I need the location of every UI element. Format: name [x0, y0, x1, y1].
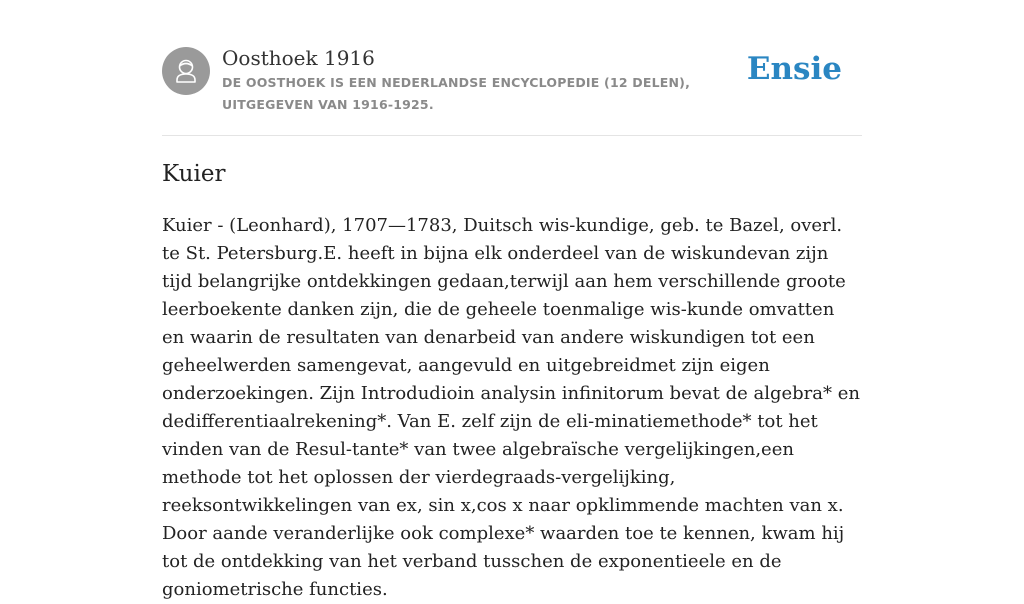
entry-title: Kuier — [162, 161, 226, 187]
page — [162, 0, 862, 600]
user-silhouette-icon — [162, 47, 210, 95]
header-divider — [162, 135, 862, 136]
source-header — [162, 46, 862, 116]
source-avatar[interactable] — [162, 47, 210, 95]
source-description: DE OOSTHOEK IS EEN NEDERLANDSE ENCYCLOPEDIE (12 DELEN), UITGEGEVEN VAN 1916-1925. — [222, 75, 691, 112]
ensie-logo[interactable]: Ensie — [746, 51, 842, 87]
entry-body: Kuier - (Leonhard), 1707—1783, Duitsch wis-kundige, geb. te Bazel, overl. te St. Petersburg.E. heeft in bijna elk onderdeel van de wiskundevan zijn tijd belangrijke ontdekkingen gedaan,terwijl aan hem verschillende groote leerboekente danken zijn, die de geheele toenmalige wis-kunde omvatten en waarin de resultaten van denarbeid van andere wiskundigen tot een geheelwerden samengevat, aangevuld en uitgebreidmet zijn eigen onderzoekingen. Zijn Introdudioin analysin infinitorum bevat de algebra* en dedifferentiaalrekening*. Van E. zelf zijn de eli-minatiemethode* tot het vinden van de Resul-tante* van twee algebraïsche vergelijkingen,een methode tot het oplossen der vierdegraads-vergelijking, reeksontwikkelingen van ex, sin x,cos x naar opklimmende machten van x. Door aande veranderlijke ook complexe* waarden toe te kennen, kwam hij tot de ontdekking van het verband tusschen de exponentieele en de goniometrische functies. — [162, 215, 860, 600]
source-title[interactable]: Oosthoek 1916 — [222, 46, 375, 70]
